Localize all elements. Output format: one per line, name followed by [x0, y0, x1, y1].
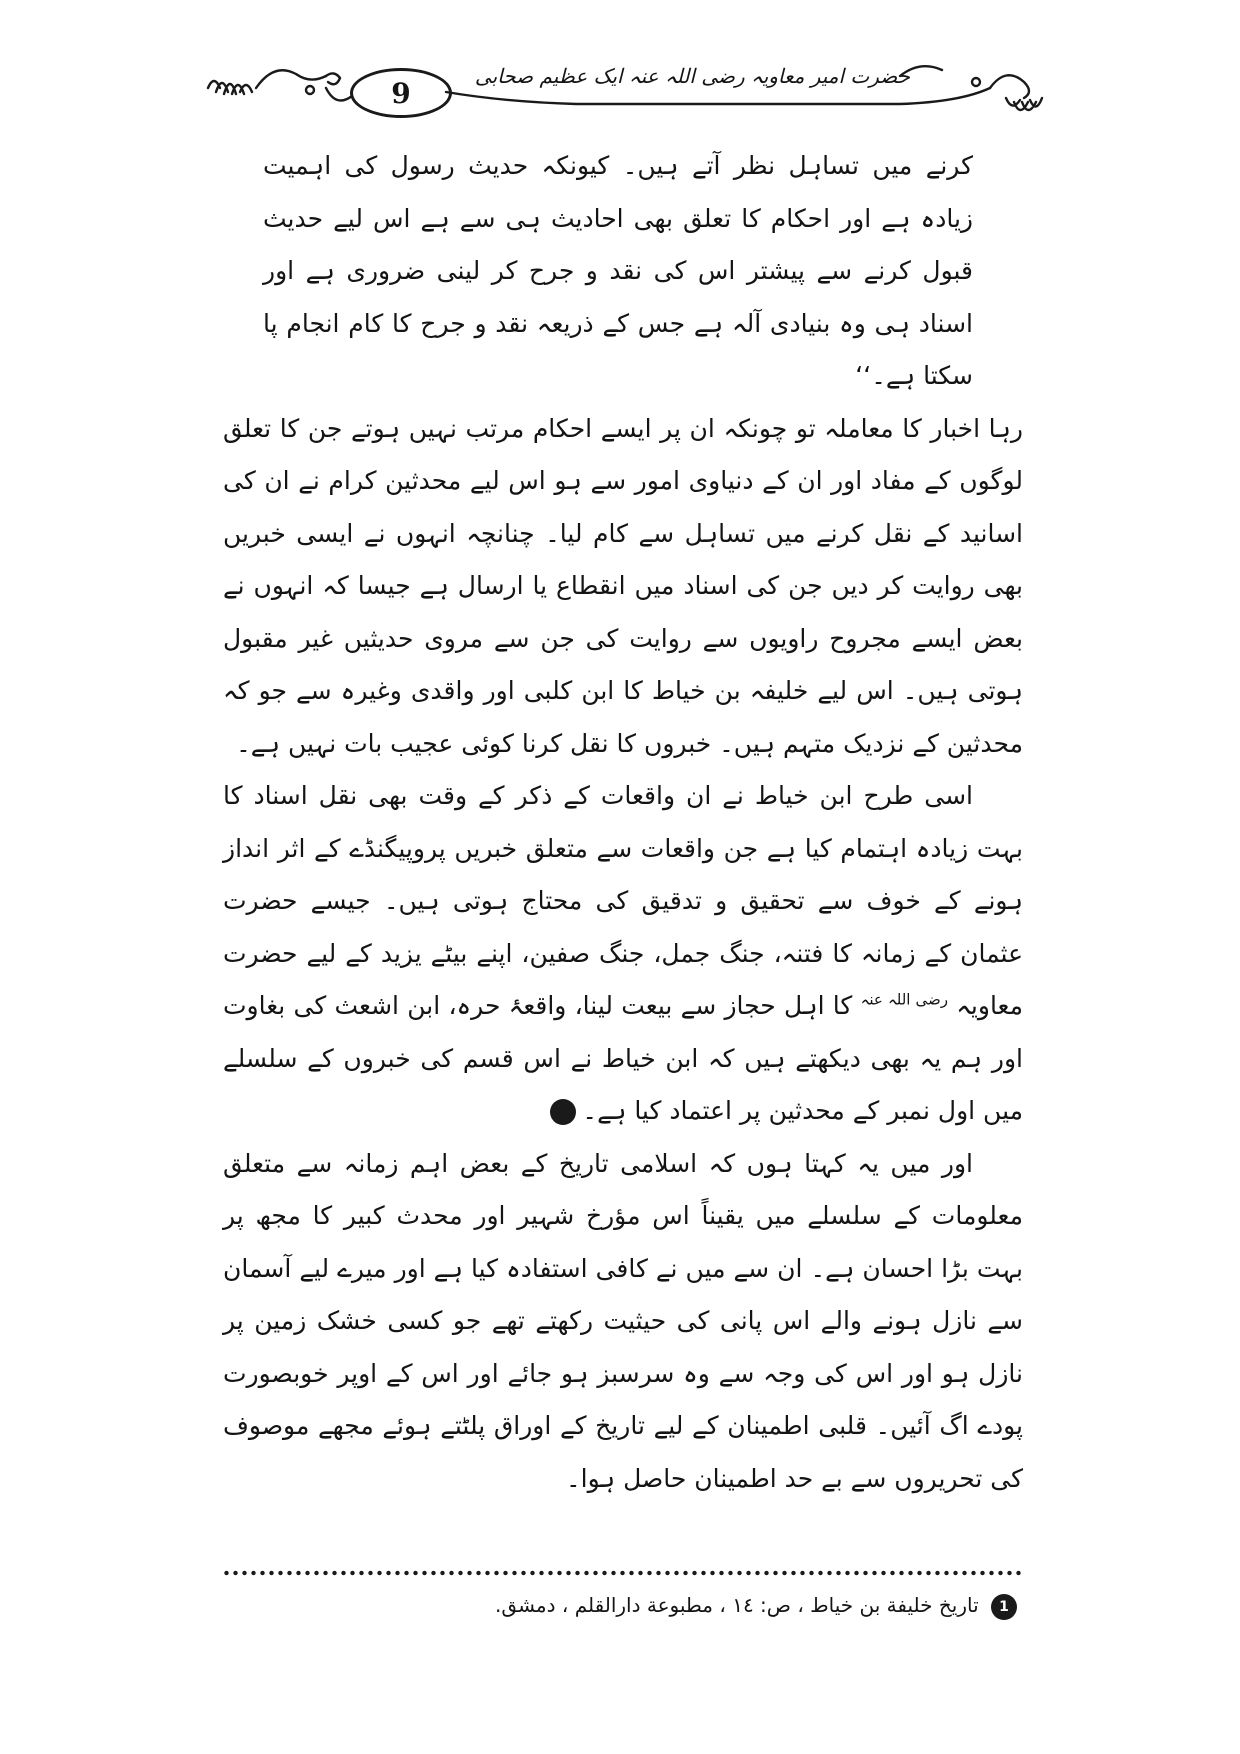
paragraph-ibn-khayyat-part1: اسی طرح ابن خیاط نے ان واقعات کے ذکر کے وقت بھی نقل اسناد کا بہت زیادہ اہتمام کیا ہے جن واقعات سے متعلق خبریں پروپیگنڈے کے اثر انداز ہونے کے خوف سے تحقیق و تدقیق کی محتاج ہوتی ہیں۔ جیسے حضرت عثمان کے زمانہ کا فتنہ، جنگ جمل، جنگ صفین، اپنے بیٹے یزید کے لیے حضرت معاویہ	[223, 781, 1024, 1020]
paragraph-ibn-khayyat-part2: کا اہل حجاز سے بیعت لینا، واقعۂ حرہ، ابن اشعث کی بغاوت اور ہم یہ بھی دیکھتے ہیں کہ ابن خیاط نے اس قسم کی خبروں کے سلسلے میں اول نمبر کے محدثین پر اعتماد کیا ہے۔	[223, 991, 1023, 1125]
footnote-marker: 1	[991, 1594, 1017, 1620]
page-number: 9	[350, 68, 452, 118]
footnote-reference[interactable]: 1	[550, 1099, 576, 1125]
paragraph-quote-end: کرنے میں تساہل نظر آتے ہیں۔ کیونکہ حدیث رسول کی اہمیت زیادہ ہے اور احکام کا تعلق بھی احادیث ہی سے ہے اس لیے حدیث قبول کرنے سے پیشتر اس کی نقد و جرح کر لینی ضروری ہے اور اسناد ہی وہ بنیادی آلہ ہے جس کے ذریعہ نقد و جرح کا کام انجام پا سکتا ہے۔‘‘	[263, 151, 973, 390]
honorific-mark: رضی اللہ عنہ	[860, 990, 948, 1009]
footnote-divider	[222, 1570, 1022, 1576]
paragraph-akhbar: رہا اخبار کا معاملہ تو چونکہ ان پر ایسے احکام مرتب نہیں ہوتے جن کا تعلق لوگوں کے مفاد اور ان کے دنیاوی امور سے ہو اس لیے محدثین کرام نے ان کی اسانید کے نقل کرنے میں تساہل سے کام لیا۔ چنانچہ انہوں نے ایسی خبریں بھی روایت کر دیں جن کی اسناد میں انقطاع یا ارسال ہے جیسا کہ انہوں نے بعض ایسے مجروح راویوں سے روایت کی جن سے مروی حدیثیں غیر مقبول ہوتی ہیں۔ اس لیے خلیفہ بن خیاط کا ابن کلبی اور واقدی وغیرہ سے جو کہ محدثین کے نزدیک متہم ہیں۔ خبروں کا نقل کرنا کوئی عجیب بات نہیں ہے۔	[223, 413, 1023, 758]
footnote	[223, 1588, 1023, 1622]
paragraph-conclusion: اور میں یہ کہتا ہوں کہ اسلامی تاریخ کے بعض اہم زمانہ سے متعلق معلومات کے سلسلے میں یقیناً اس مؤرخ شہیر اور محدث کبیر کا مجھ پر بہت بڑا احسان ہے۔ ان سے میں نے کافی استفادہ کیا ہے اور میرے لیے آسمان سے نازل ہونے والے اس پانی کی حیثیت رکھتے تھے جو کسی خشک زمین پر نازل ہو اور اس کی وجہ سے وہ سرسبز ہو جائے اور اس کے اوپر خوبصورت پودے اگ آئیں۔ قلبی اطمینان کے لیے تاریخ کے اوراق پلٹتے ہوئے مجھے موصوف کی تحریروں سے بے حد اطمینان حاصل ہوا۔	[223, 1148, 1023, 1493]
page-header	[200, 58, 1060, 128]
footnote-text: تاریخ خليفة بن خياط ، ص: ١٤ ، مطبوعة دارالقلم ، دمشق.	[495, 1593, 979, 1617]
main-text	[223, 140, 1023, 1505]
running-title: حضرت امیر معاویہ رضی اللہ عنہ ایک عظیم صحابی	[474, 64, 910, 88]
paragraph-ibn-khayyat	[223, 770, 1023, 1138]
